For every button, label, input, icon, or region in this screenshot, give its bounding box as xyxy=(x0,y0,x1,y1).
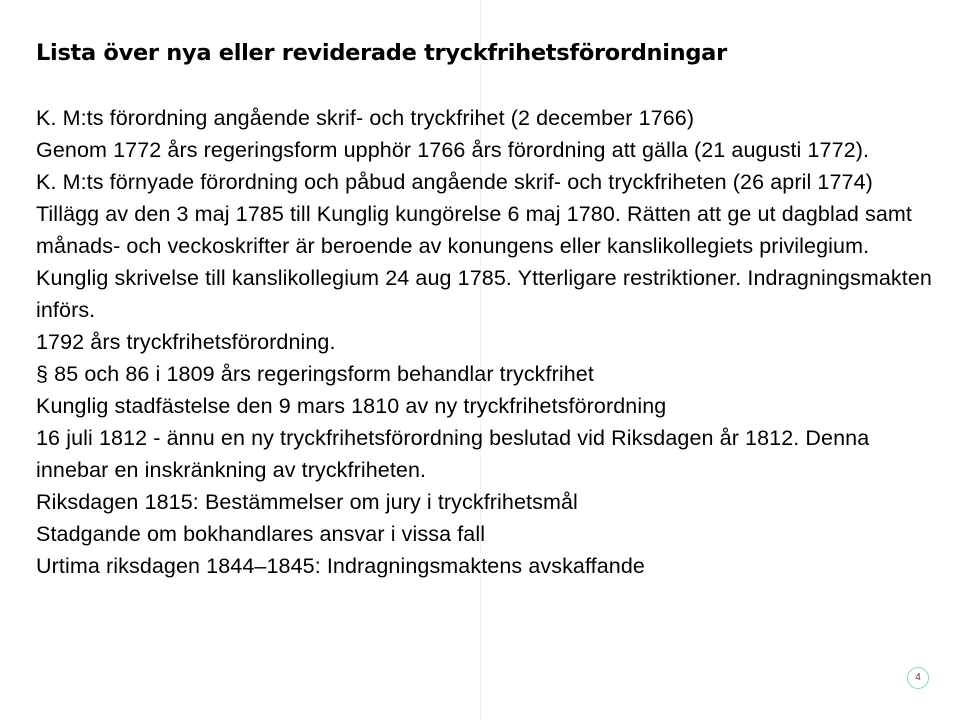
list-item: § 85 och 86 i 1809 års regeringsform behandlar tryckfrihet xyxy=(36,362,594,386)
list-item: 1792 års tryckfrihetsförordning. xyxy=(36,330,336,354)
slide-title: Lista över nya eller reviderade tryckfrihetsförordningar xyxy=(36,40,727,66)
ordinance-list xyxy=(36,102,944,582)
list-item: K. M:ts förnyade förordning och påbud angående skrif- och tryckfriheten (26 april 1774) xyxy=(36,170,873,194)
list-item: Genom 1772 års regeringsform upphör 1766 års förordning att gälla (21 augusti 1772). xyxy=(36,138,870,162)
list-item: Urtima riksdagen 1844–1845: Indragningsmaktens avskaffande xyxy=(36,554,645,578)
list-item: Riksdagen 1815: Bestämmelser om jury i tryckfrihetsmål xyxy=(36,490,578,514)
list-item: Stadgande om bokhandlares ansvar i vissa fall xyxy=(36,522,486,546)
list-item: Kunglig stadfästelse den 9 mars 1810 av ny tryckfrihetsförordning xyxy=(36,394,667,418)
list-item: Tillägg av den 3 maj 1785 till Kunglig kungörelse 6 maj 1780. Rätten att ge ut dagblad samt månads- och veckoskrifter är beroende av konungens eller kanslikollegiets privilegium. xyxy=(36,202,913,258)
list-item: K. M:ts förordning angående skrif- och tryckfrihet (2 december 1766) xyxy=(36,106,695,130)
list-item: Kunglig skrivelse till kanslikollegium 24 aug 1785. Ytterligare restriktioner. Indragningsmakten införs. xyxy=(36,266,932,322)
list-item: 16 juli 1812 - ännu en ny tryckfrihetsförordning beslutad vid Riksdagen år 1812. Denna innebar en inskränkning av tryckfriheten. xyxy=(36,426,870,482)
page-number-badge: 4 xyxy=(907,667,929,689)
